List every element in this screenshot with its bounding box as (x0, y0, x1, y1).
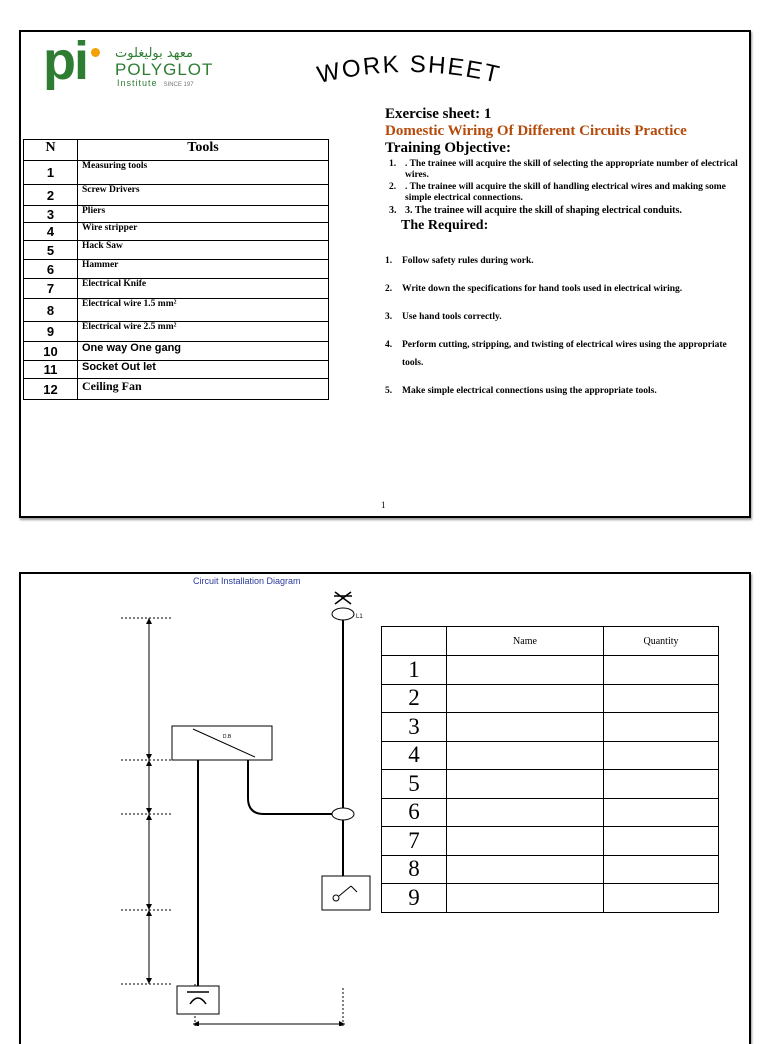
tool-name: Measuring tools (78, 161, 329, 185)
table-row (382, 855, 719, 884)
objective-text: . The trainee will acquire the skill of selecting the appropriate number of electrical wires. (405, 159, 738, 180)
table-row (24, 260, 329, 279)
list-item (385, 382, 745, 400)
tool-name: Pliers (78, 206, 329, 223)
name-cell[interactable] (447, 884, 604, 913)
list-item (385, 308, 745, 326)
objective-number: 1. (389, 159, 397, 169)
table-row (24, 361, 329, 379)
tool-number: 9 (24, 322, 78, 342)
exercise-sheet-number: Exercise sheet: 1 (385, 106, 492, 122)
tool-name: Hammer (78, 260, 329, 279)
name-cell[interactable] (447, 741, 604, 770)
table-row (382, 770, 719, 799)
row-number: 1 (382, 656, 447, 685)
quantity-cell[interactable] (604, 855, 719, 884)
table-row (382, 656, 719, 685)
logo-since: SINCE 197 (163, 82, 194, 88)
table-row (382, 741, 719, 770)
lamp-label: L1 (356, 614, 363, 620)
table-row (24, 241, 329, 260)
row-number: 4 (382, 741, 447, 770)
polyglot-logo (43, 31, 243, 91)
tool-name: Wire stripper (78, 223, 329, 241)
worksheet-page-1 (19, 30, 751, 518)
exercise-section (385, 106, 745, 410)
row-number: 2 (382, 684, 447, 713)
socket-symbol (177, 986, 219, 1014)
tools-header-row (24, 140, 329, 161)
table-row (24, 279, 329, 299)
required-number: 3. (385, 312, 393, 323)
logo-dot (91, 48, 100, 57)
tool-number: 3 (24, 206, 78, 223)
required-list (385, 252, 745, 400)
objective-text: 3. The trainee will acquire the skill of shaping electrical conduits. (405, 204, 682, 216)
tool-number: 8 (24, 299, 78, 322)
name-cell[interactable] (447, 684, 604, 713)
objective-heading: Training Objective: (385, 140, 511, 156)
worksheet-title (289, 50, 529, 94)
required-text: Write down the specifications for hand tools used in electrical wiring. (402, 284, 683, 295)
required-text: Use hand tools correctly. (402, 312, 502, 323)
tool-number: 6 (24, 260, 78, 279)
tool-name: Hack Saw (78, 241, 329, 260)
diagram-title: Circuit Installation Diagram (193, 576, 301, 586)
name-cell[interactable] (447, 855, 604, 884)
table-row (382, 884, 719, 913)
tool-number: 7 (24, 279, 78, 299)
tool-number: 4 (24, 223, 78, 241)
row-number: 9 (382, 884, 447, 913)
logo-pi-mark: pi (43, 31, 87, 91)
quantity-cell[interactable] (604, 684, 719, 713)
row-number: 7 (382, 827, 447, 856)
name-cell[interactable] (447, 713, 604, 742)
logo-arabic-text: معهد بوليغلوت (115, 46, 193, 61)
distribution-board (172, 726, 272, 760)
materials-header-blank (382, 627, 447, 656)
worksheet-page-2 (19, 572, 751, 1044)
quantity-cell[interactable] (604, 827, 719, 856)
row-number: 6 (382, 798, 447, 827)
table-row (24, 379, 329, 400)
tool-number: 2 (24, 185, 78, 206)
tool-name: Screw Drivers (78, 185, 329, 206)
required-text: Make simple electrical connections using the appropriate tools. (402, 386, 657, 397)
materials-header-name: Name (447, 627, 604, 656)
table-row (24, 185, 329, 206)
exercise-title: Domestic Wiring Of Different Circuits Practice (385, 123, 687, 139)
svg-text:WORK SHEET (315, 51, 504, 89)
materials-header-row (382, 627, 719, 656)
tool-name: Electrical wire 1.5 mm² (78, 299, 329, 322)
list-item (385, 182, 745, 204)
quantity-cell[interactable] (604, 741, 719, 770)
table-row (382, 827, 719, 856)
quantity-cell[interactable] (604, 798, 719, 827)
required-number: 1. (385, 256, 393, 267)
materials-table (381, 626, 719, 913)
required-text: Follow safety rules during work. (402, 256, 534, 267)
table-row (24, 161, 329, 185)
required-heading: The Required: (401, 218, 489, 234)
list-item (385, 205, 745, 217)
objective-list (385, 159, 745, 216)
required-number: 4. (385, 340, 393, 351)
lamp-symbol (332, 592, 363, 620)
junction-box (332, 808, 354, 820)
circuit-diagram (21, 574, 381, 1026)
row-number: 5 (382, 770, 447, 799)
required-text: Perform cutting, stripping, and twisting of electrical wires using the appropriate tools. (402, 340, 727, 369)
logo-institute-word: Institute (117, 78, 158, 88)
table-row (24, 206, 329, 223)
required-number: 2. (385, 284, 393, 295)
objective-number: 3. (389, 204, 397, 216)
table-row (24, 342, 329, 361)
list-item (385, 252, 745, 270)
row-number: 3 (382, 713, 447, 742)
logo-name: POLYGLOT (115, 60, 214, 79)
tools-header-tools: Tools (78, 140, 329, 161)
db-label: D.B (222, 734, 232, 740)
list-item (385, 159, 745, 181)
switch-symbol (322, 876, 370, 910)
tools-header-n: N (24, 140, 78, 161)
objective-text: . The trainee will acquire the skill of handling electrical wires and making some simple electrical connections. (405, 181, 726, 203)
tool-number: 11 (24, 361, 78, 379)
required-number: 5. (385, 386, 393, 397)
quantity-cell[interactable] (604, 713, 719, 742)
dimension-lines (121, 618, 345, 1026)
row-number: 8 (382, 855, 447, 884)
list-item (385, 280, 745, 298)
tool-name: Electrical Knife (78, 279, 329, 299)
quantity-cell[interactable] (604, 656, 719, 685)
table-row (382, 713, 719, 742)
materials-header-quantity: Quantity (604, 627, 719, 656)
wiring (198, 614, 343, 986)
tool-name: Ceiling Fan (78, 379, 329, 400)
name-cell[interactable] (447, 656, 604, 685)
table-row (24, 223, 329, 241)
quantity-cell[interactable] (604, 770, 719, 799)
page-number: 1 (381, 500, 386, 510)
table-row (24, 322, 329, 342)
objective-number: 2. (389, 181, 397, 192)
logo-institute (117, 78, 194, 88)
name-cell[interactable] (447, 770, 604, 799)
tool-number: 5 (24, 241, 78, 260)
table-row (24, 299, 329, 322)
worksheet-title-text: WORK SHEET (314, 50, 504, 89)
table-row (382, 684, 719, 713)
tool-number: 12 (24, 379, 78, 400)
name-cell[interactable] (447, 798, 604, 827)
dimension-arrows (146, 618, 345, 1026)
tool-number: 10 (24, 342, 78, 361)
tool-number: 1 (24, 161, 78, 185)
tool-name: One way One gang (78, 342, 329, 361)
list-item (385, 336, 745, 372)
tools-table (23, 139, 329, 400)
quantity-cell[interactable] (604, 884, 719, 913)
name-cell[interactable] (447, 827, 604, 856)
tool-name: Electrical wire 2.5 mm² (78, 322, 329, 342)
table-row (382, 798, 719, 827)
tool-name: Socket Out let (78, 361, 329, 379)
